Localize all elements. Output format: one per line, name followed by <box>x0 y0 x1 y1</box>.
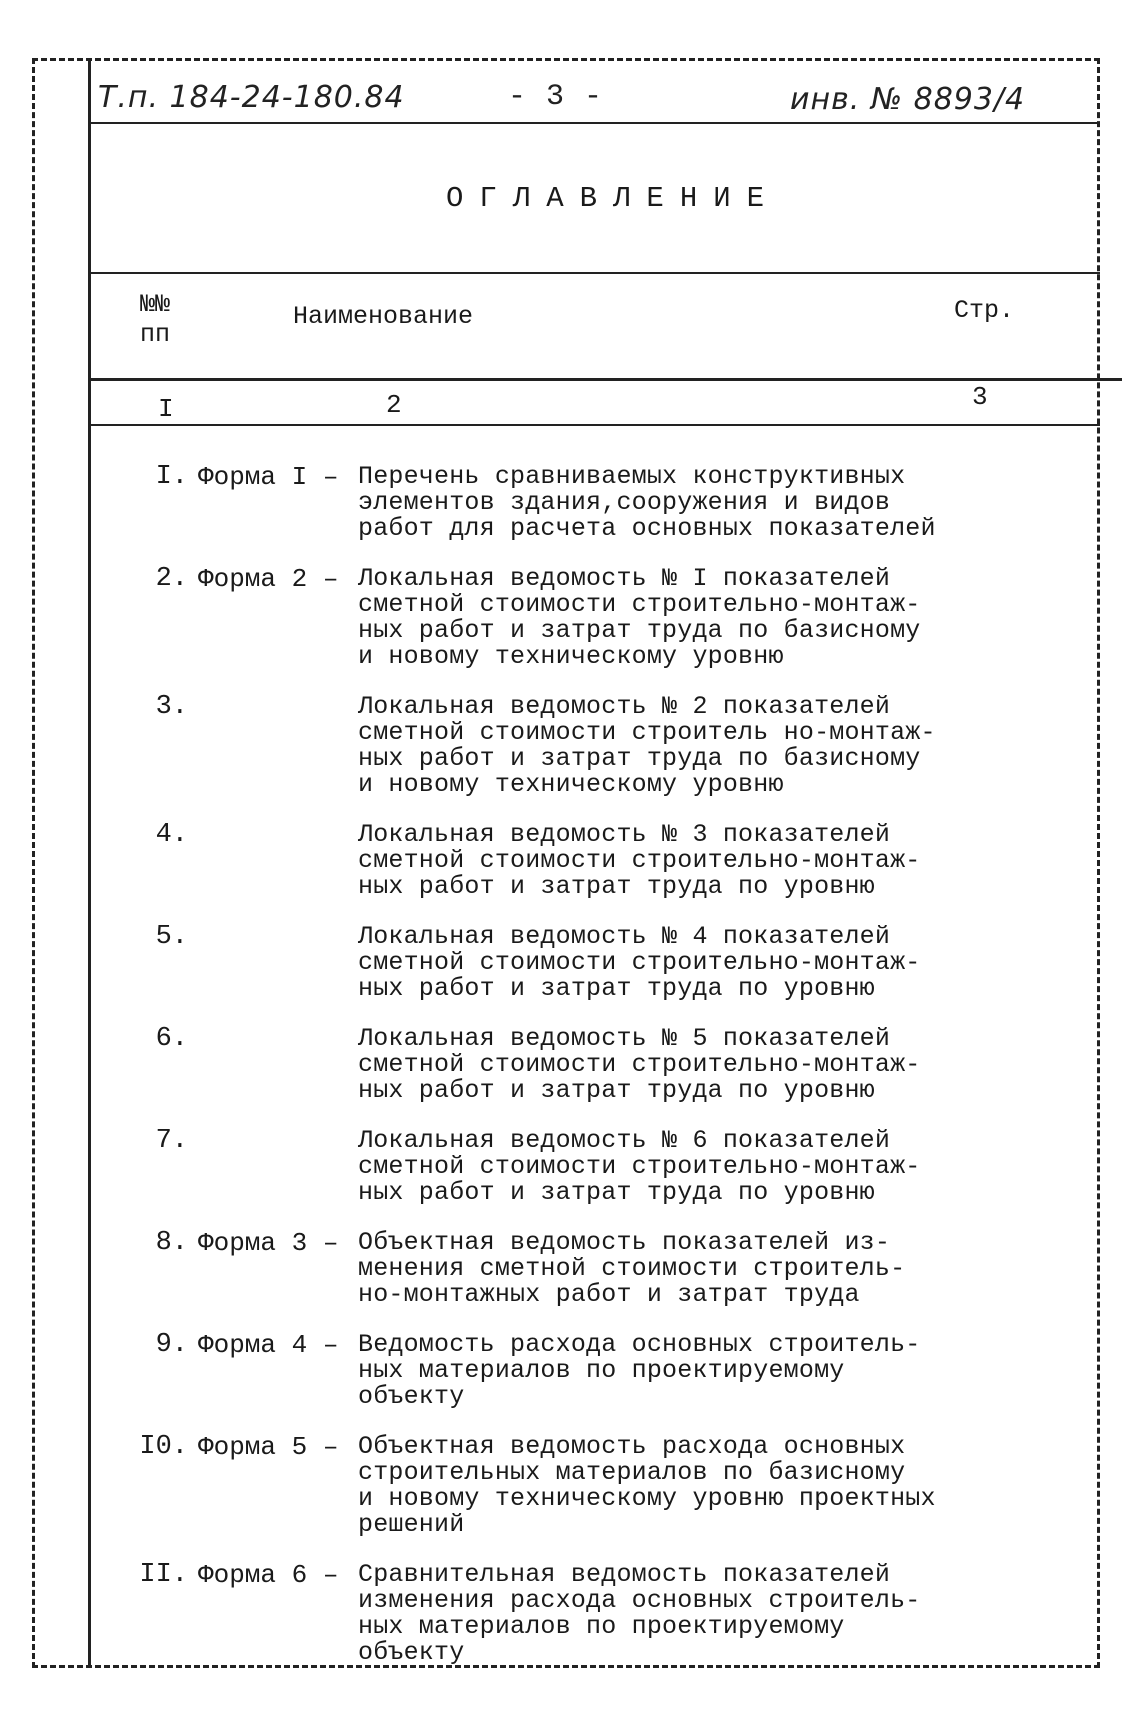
contents-entry <box>100 1230 1000 1308</box>
entry-number: I0. <box>139 1432 188 1462</box>
entry-title: Ведомость расхода основных строитель- ных материалов по проектируемому объекту <box>358 1330 921 1411</box>
contents-entry <box>100 1128 1000 1206</box>
contents-entry <box>100 822 1000 900</box>
column-index-1: I <box>158 394 174 424</box>
inventory-number: инв. № 8893/4 <box>790 82 1026 117</box>
contents-entry <box>100 694 1000 798</box>
contents-entry <box>100 1026 1000 1104</box>
entry-form: Форма 5 – <box>198 1432 339 1462</box>
entry-form: Форма 6 – <box>198 1560 339 1590</box>
entry-form: Форма 4 – <box>198 1330 339 1360</box>
contents-list <box>100 464 1000 1690</box>
entry-title: Сравнительная ведомость показателей изменения расхода основных строитель- ных материалов по проектируемому объекту <box>358 1560 921 1667</box>
entry-title: Локальная ведомость № 5 показателей сметной стоимости строительно-монтаж- ных работ и затрат труда по уровню <box>358 1024 921 1105</box>
entry-form: Форма 2 – <box>198 564 339 594</box>
entry-number: 7. <box>155 1126 188 1156</box>
contents-entry <box>100 566 1000 670</box>
contents-entry <box>100 1562 1000 1666</box>
entry-number: 2. <box>155 564 188 594</box>
header-rule <box>88 122 1100 124</box>
project-code: Т.п. 184-24-180.84 <box>98 80 405 115</box>
contents-entry <box>100 464 1000 542</box>
entry-title: Локальная ведомость № I показателей сметной стоимости строительно-монтаж- ных работ и затрат труда по базисному и новому техническому уровню <box>358 564 921 671</box>
contents-entry <box>100 924 1000 1002</box>
column-header-number: №№ пп <box>140 290 171 349</box>
entry-number: 6. <box>155 1024 188 1054</box>
column-header-page: Стр. <box>954 296 1015 325</box>
entry-number: 8. <box>155 1228 188 1258</box>
table-header-middle-rule <box>88 378 1122 381</box>
entry-form: Форма I – <box>198 462 339 492</box>
margin-line <box>88 58 91 1668</box>
entry-title: Локальная ведомость № 3 показателей сметной стоимости строительно-монтаж- ных работ и затрат труда по уровню <box>358 820 921 901</box>
entry-number: 4. <box>155 820 188 850</box>
entry-title: Локальная ведомость № 2 показателей сметной стоимости строитель но-монтаж- ных работ и затрат труда по базисному и новому техническому уровню <box>358 692 936 799</box>
page-number: - 3 - <box>508 80 604 114</box>
column-index-3: 3 <box>972 382 988 412</box>
entry-title: Перечень сравниваемых конструктивных элементов здания,сооружения и видов работ для расчета основных показателей <box>358 462 936 543</box>
entry-title: Локальная ведомость № 4 показателей сметной стоимости строительно-монтаж- ных работ и затрат труда по уровню <box>358 922 921 1003</box>
table-header-top-rule <box>88 272 1100 274</box>
table-header-bottom-rule <box>88 424 1100 426</box>
entry-form: Форма 3 – <box>198 1228 339 1258</box>
page-title: ОГЛАВЛЕНИЕ <box>446 182 781 215</box>
entry-number: 5. <box>155 922 188 952</box>
column-index-2: 2 <box>386 390 402 420</box>
entry-number: 3. <box>155 692 188 722</box>
entry-number: I. <box>155 462 188 492</box>
entry-title: Объектная ведомость расхода основных строительных материалов по базисному и новому техническому уровню проектных решений <box>358 1432 936 1539</box>
entry-number: 9. <box>155 1330 188 1360</box>
entry-number: II. <box>139 1560 188 1590</box>
entry-title: Локальная ведомость № 6 показателей сметной стоимости строительно-монтаж- ных работ и затрат труда по уровню <box>358 1126 921 1207</box>
entry-title: Объектная ведомость показателей из- менения сметной стоимости строитель- но-монтажных работ и затрат труда <box>358 1228 906 1309</box>
contents-entry <box>100 1434 1000 1538</box>
column-header-name: Наименование <box>293 302 474 331</box>
contents-entry <box>100 1332 1000 1410</box>
